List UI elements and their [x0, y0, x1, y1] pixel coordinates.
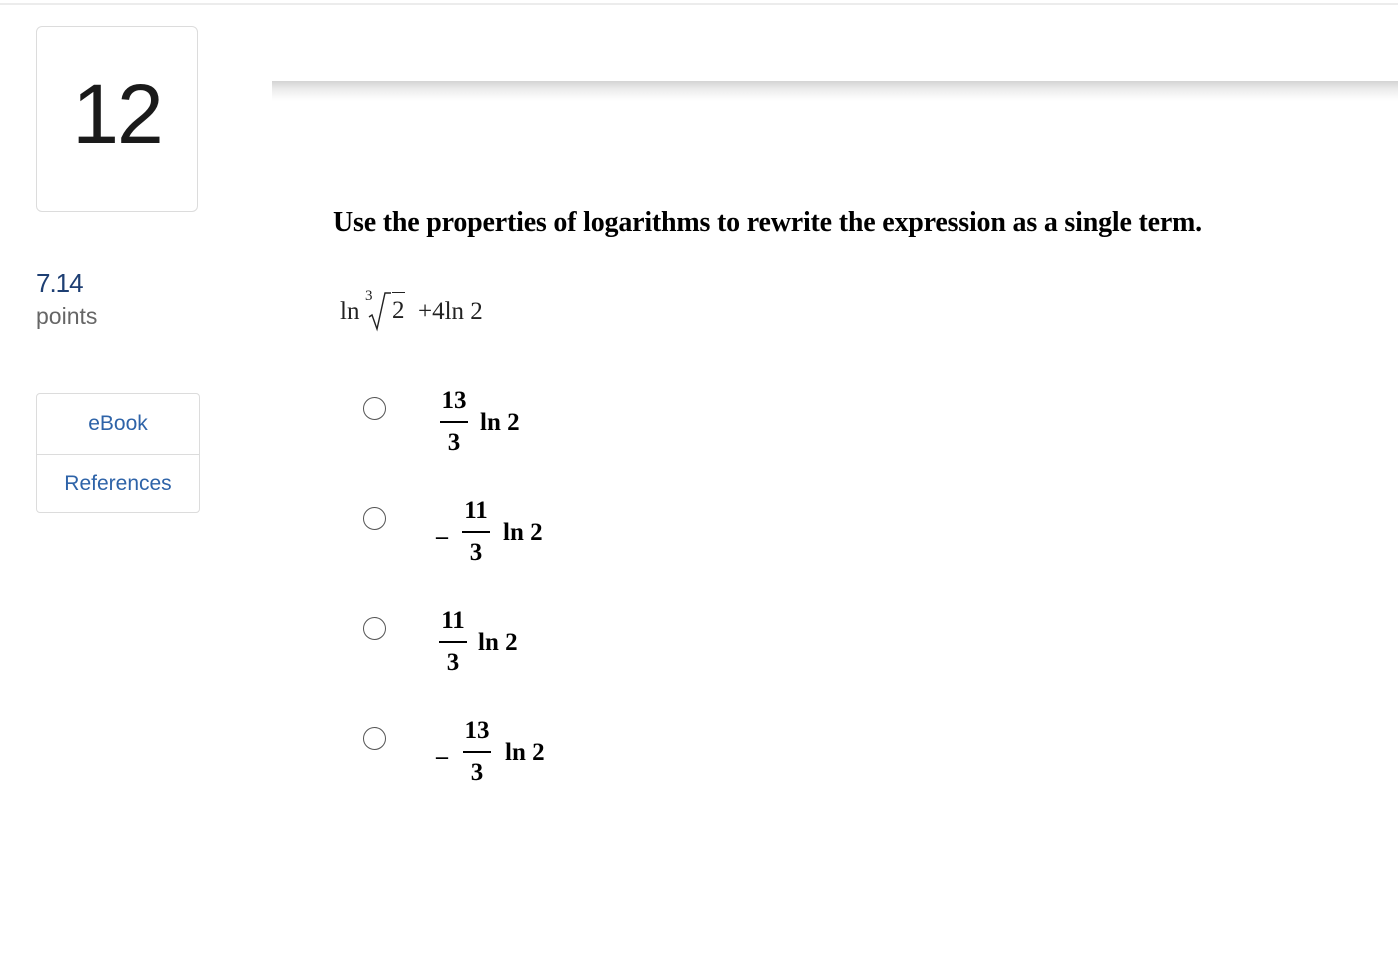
top-divider	[0, 3, 1398, 5]
references-button[interactable]: References	[37, 454, 199, 512]
resource-buttons	[36, 393, 200, 513]
answer-option-2[interactable]	[362, 497, 662, 584]
question-prompt: Use the properties of logarithms to rewrite the expression as a single term.	[333, 207, 1202, 238]
option-4-numerator: 13	[464, 717, 490, 744]
option-3-term: ln 2	[478, 629, 518, 656]
radio-option-1[interactable]	[363, 397, 386, 420]
option-2-sign: –	[436, 524, 448, 550]
radio-option-2[interactable]	[363, 507, 386, 530]
option-1-fraction	[438, 387, 470, 457]
answer-option-4[interactable]	[362, 717, 662, 804]
ebook-button[interactable]: eBook	[88, 412, 148, 435]
option-1-denominator: 3	[447, 429, 461, 456]
option-2-fraction	[460, 497, 492, 567]
expression-rest: +4ln 2	[418, 298, 483, 325]
option-2-numerator: 11	[464, 497, 488, 524]
option-4-term: ln 2	[505, 739, 545, 766]
option-4-denominator: 3	[470, 759, 484, 786]
fraction-bar	[439, 641, 467, 643]
option-3-denominator: 3	[446, 649, 460, 676]
expression-root-index: 3	[365, 288, 373, 304]
answer-option-3[interactable]	[362, 607, 662, 694]
radio-option-3[interactable]	[363, 617, 386, 640]
fraction-bar	[462, 531, 490, 533]
question-number-box	[36, 26, 198, 212]
points-label: points	[36, 303, 98, 329]
expression-ln: ln	[340, 298, 360, 325]
radio-option-4[interactable]	[363, 727, 386, 750]
fraction-bar	[440, 421, 468, 423]
option-1-numerator: 13	[441, 387, 467, 414]
option-4-sign: –	[436, 744, 448, 770]
option-2-denominator: 3	[469, 539, 483, 566]
option-2-term: ln 2	[503, 519, 543, 546]
fraction-bar	[463, 751, 491, 753]
radical-sign-icon	[368, 290, 392, 332]
answer-option-1[interactable]	[362, 387, 662, 474]
question-header-bar	[272, 81, 1398, 101]
option-4-fraction	[461, 717, 493, 787]
option-1-term: ln 2	[480, 409, 520, 436]
option-3-fraction	[437, 607, 469, 677]
question-number: 12	[72, 66, 162, 161]
points-value: 7.14	[36, 268, 83, 298]
option-3-numerator: 11	[441, 607, 465, 634]
expression-radicand: 2	[392, 292, 405, 323]
